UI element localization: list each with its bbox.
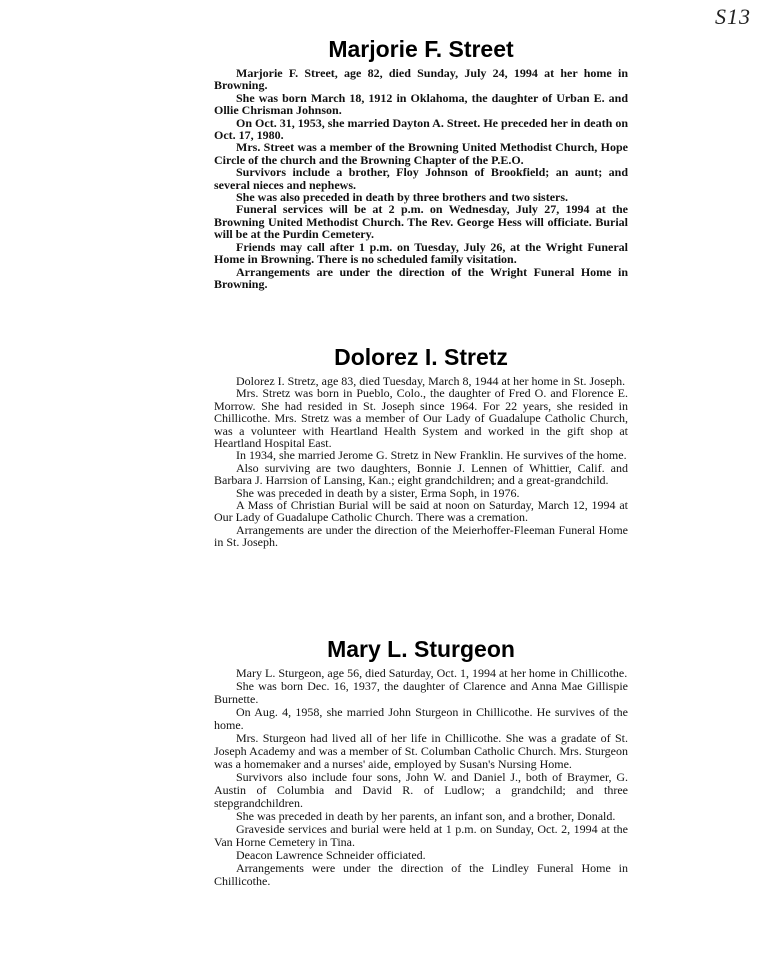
obituary-paragraph: Arrangements are under the direction of the Wright Funeral Home in Browning. — [214, 264, 628, 291]
obituary-paragraph: Arrangements are under the direction of the Meierhoffer-Fleeman Funeral Home in St. Joseph. — [214, 522, 628, 550]
obituary-name: Marjorie F. Street — [328, 36, 514, 62]
obituary-paragraph: Mrs. Sturgeon had lived all of her life in Chillicothe. She was a gradate of St. Joseph Academy and was a member of St. Columban Catholic Church. Mrs. Sturgeon was a homemaker and a nurses' aide, employed by Susan's Nursing Home. — [214, 731, 628, 771]
page-number: S13 — [715, 4, 751, 29]
obituary-paragraph: Survivors also include four sons, John W. and Daniel J., both of Braymer, G. Austin of Columbia and David R. of Ludlow; a grandchild; and three stepgrandchildren. — [214, 770, 628, 810]
obituary-paragraph: In 1934, she married Jerome G. Stretz in New Franklin. He survives of the home. — [236, 448, 627, 463]
obituary-paragraph: She was preceded in death by a sister, Erma Soph, in 1976. — [236, 485, 520, 500]
obituary-mary-sturgeon — [214, 636, 628, 888]
obituary-paragraph: Mrs. Street was a member of the Browning United Methodist Church, Hope Circle of the church and the Browning Chapter of the P.E.O. — [214, 140, 628, 167]
obituary-paragraph: She was preceded in death by her parents, an infant son, and a brother, Donald. — [236, 809, 616, 823]
obituary-paragraph: On Oct. 31, 1953, she married Dayton A. Street. He preceded her in death on Oct. 17, 1980. — [214, 115, 628, 143]
obituary-paragraph: She was also preceded in death by three brothers and two sisters. — [236, 190, 569, 205]
obituary-paragraph: Arrangements were under the direction of the Lindley Funeral Home in Chillicothe. — [214, 861, 628, 888]
obituary-paragraph: Funeral services will be at 2 p.m. on Wednesday, July 27, 1994 at the Browning United Methodist Church. The Rev. George Hess will officiate. Burial will be at the Purdin Cemetery. — [214, 202, 628, 242]
obituary-paragraph: Graveside services and burial were held at 1 p.m. on Sunday, Oct. 2, 1994 at the Van Horne Cemetery in Tina. — [214, 822, 628, 849]
obituary-paragraph: Mary L. Sturgeon, age 56, died Saturday, Oct. 1, 1994 at her home in Chillicothe. — [236, 666, 628, 680]
obituary-paragraph: Friends may call after 1 p.m. on Tuesday, July 26, at the Wright Funeral Home in Browning. There is no scheduled family visitation. — [214, 239, 628, 267]
obituary-marjorie-street — [214, 36, 628, 290]
obituary-name: Mary L. Sturgeon — [327, 636, 515, 662]
obituary-paragraph: Dolorez I. Stretz, age 83, died Tuesday, March 8, 1944 at her home in St. Joseph. — [236, 374, 626, 388]
obituary-paragraph: She was born Dec. 16, 1937, the daughter of Clarence and Anna Mae Gillispie Burnette. — [214, 679, 628, 706]
obituary-paragraph: Survivors include a brother, Floy Johnson of Brookfield; an aunt; and several nieces and nephews. — [214, 165, 628, 192]
obituary-paragraph: On Aug. 4, 1958, she married John Sturgeon in Chillicothe. He survives of the home. — [214, 705, 628, 732]
obituary-paragraph: Mrs. Stretz was born in Pueblo, Colo., the daughter of Fred O. and Florence E. Morrow. She had resided in St. Joseph since 1964. For 22 years, she resided in Chillicothe. Mrs. Stretz was a member of Our Lady of Guadalupe Catholic Church, was a volunteer with Heartland Health System and worked in the gift shop at Heartland Hospital East. — [214, 386, 628, 451]
obituary-paragraph: Also surviving are two daughters, Bonnie J. Lennen of Whittier, Calif. and Barbara J. Harrsion of Lansing, Kan.; eight grandchildren; and a great-grandchild. — [214, 460, 628, 488]
obituary-paragraph: She was born March 18, 1912 in Oklahoma, the daughter of Urban E. and Ollie Chrisman Johnson. — [214, 90, 628, 118]
obituary-dolorez-stretz — [214, 344, 628, 549]
obituary-paragraph: Marjorie F. Street, age 82, died Sunday, July 24, 1994 at her home in Browning. — [214, 66, 628, 93]
obituary-name: Dolorez I. Stretz — [334, 344, 508, 370]
obituary-paragraph: A Mass of Christian Burial will be said at noon on Saturday, March 12, 1994 at Our Lady of Guadalupe Catholic Church. There was a cremation. — [214, 498, 628, 525]
obituary-paragraph: Deacon Lawrence Schneider officiated. — [236, 848, 426, 862]
